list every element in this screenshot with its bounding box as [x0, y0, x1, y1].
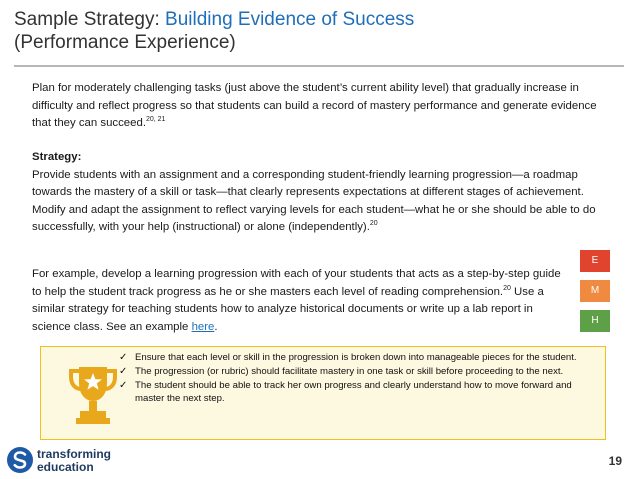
intro-text: Plan for moderately challenging tasks (just above the student’s current ability level) that gradually increase in difficulty and reflect progress so that students can build a record of mastery performance and generate evidence that they can succeed. — [32, 82, 597, 130]
slide-subtitle: (Performance Experience) — [14, 32, 236, 53]
title-prefix: Sample Strategy: — [14, 9, 166, 30]
intro-reference: 20, 21 — [145, 116, 166, 124]
list-item: ✓ Ensure that each level or skill in the progression is broken down into manageable pieces for the student. — [119, 352, 577, 363]
logo-mark-icon — [6, 446, 34, 474]
level-badge-m: M — [580, 280, 610, 302]
list-item: ✓ The student should be able to track her own progress and clearly understand how to move forward and master the next step. — [119, 379, 572, 405]
title-accent: Building Evidence of Success — [165, 9, 415, 30]
strategy-reference: 20 — [369, 220, 378, 228]
example-paragraph — [32, 266, 572, 336]
checkmark-icon: ✓ — [119, 379, 128, 391]
list-item: ✓ The progression (or rubric) should facilitate mastery in one task or skill before proceeding to the next. — [119, 365, 564, 377]
tips-box — [40, 346, 606, 440]
example-text-after: Use a similar strategy for teaching students how to analyze historical documents or write up a lab report in science class. See an example — [32, 285, 544, 333]
example-link[interactable]: here — [191, 320, 215, 333]
strategy-text: Provide students with an assignment and a corresponding student-friendly learning progression—a roadmap towards the mastery of a skill or task—that clearly represents expectations at different stages of achievement. Modify and adapt the assignment to reflect varying levels for each student—what he or she should be able to do successfully, with your help (instructional) or alone (independently). — [32, 168, 596, 234]
slide-title — [14, 8, 414, 54]
example-reference: 20 — [503, 284, 511, 292]
intro-paragraph — [32, 80, 612, 133]
logo-line-1: transforming — [37, 447, 112, 461]
strategy-section — [32, 149, 602, 237]
checkmark-icon: ✓ — [119, 365, 128, 377]
tips-list — [119, 351, 597, 406]
transforming-education-logo — [4, 444, 124, 476]
example-end: . — [214, 320, 218, 333]
trophy-star-icon — [65, 361, 121, 427]
page-number: 19 — [608, 454, 622, 468]
example-text-before: For example, develop a learning progression with each of your students that acts as a step-by-step guide to help the student track progress as he or she masters each level of reading comprehension. — [32, 268, 561, 298]
checkmark-icon: ✓ — [119, 352, 128, 363]
logo-line-2: education — [37, 459, 94, 474]
strategy-heading: Strategy: — [32, 151, 82, 163]
logo-text — [37, 448, 111, 473]
level-badge-h: H — [580, 310, 610, 332]
level-badge-e: E — [580, 250, 610, 272]
title-divider — [14, 65, 624, 67]
